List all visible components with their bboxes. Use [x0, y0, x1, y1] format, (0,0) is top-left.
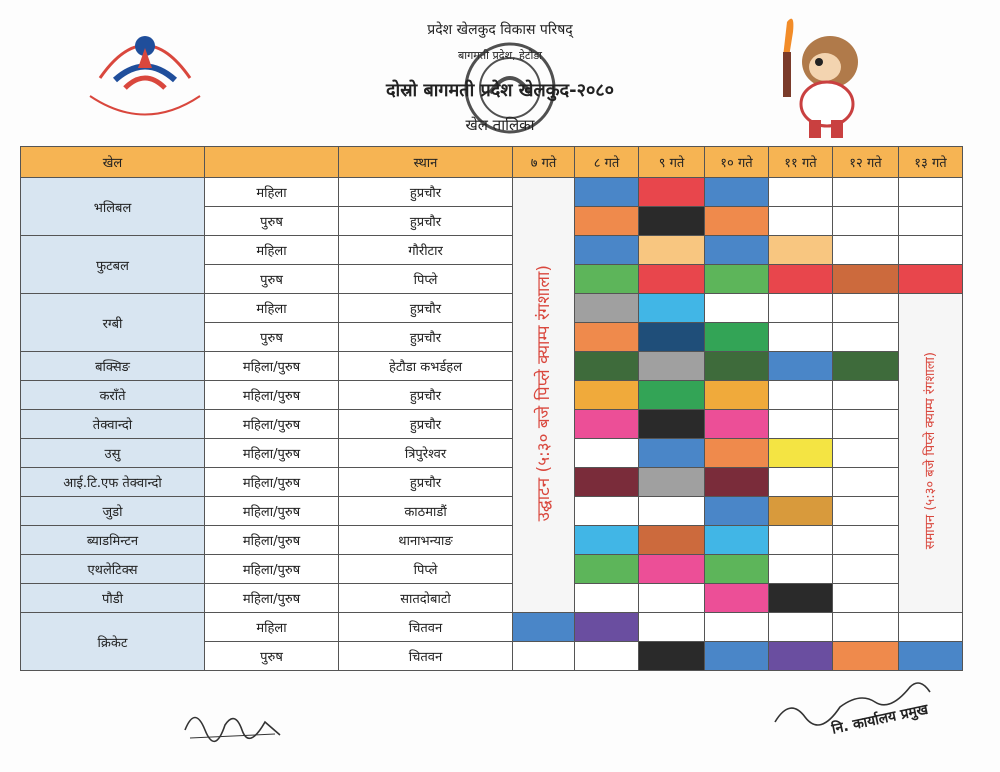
category-cell: पुरुष: [205, 265, 339, 294]
sport-name: रग्बी: [21, 294, 205, 352]
category-cell: महिला: [205, 294, 339, 323]
mascot-icon: [765, 12, 875, 142]
opening-ribbon-cell: [513, 178, 575, 613]
sport-name: भलिबल: [21, 178, 205, 236]
closing-ribbon-cell: [899, 294, 963, 613]
schedule-slot: [833, 468, 899, 497]
schedule-slot: [899, 642, 963, 671]
table-row: [21, 555, 963, 584]
sport-name: पौडी: [21, 584, 205, 613]
sport-name: एथलेटिक्स: [21, 555, 205, 584]
category-cell: महिला/पुरुष: [205, 468, 339, 497]
table-row: [21, 236, 963, 265]
schedule-slot: [769, 207, 833, 236]
category-cell: महिला/पुरुष: [205, 584, 339, 613]
venue-cell: पिप्ले: [339, 555, 513, 584]
schedule-slot: [769, 236, 833, 265]
category-cell: महिला/पुरुष: [205, 410, 339, 439]
sport-name: कराँते: [21, 381, 205, 410]
schedule-slot: [769, 178, 833, 207]
schedule-slot: [769, 352, 833, 381]
schedule-slot: [705, 294, 769, 323]
signature-left: [180, 700, 290, 745]
schedule-slot: [769, 497, 833, 526]
schedule-slot: [899, 236, 963, 265]
sport-name: उसु: [21, 439, 205, 468]
schedule-slot: [639, 584, 705, 613]
schedule-slot: [575, 439, 639, 468]
category-cell: महिला: [205, 613, 339, 642]
schedule-slot: [575, 613, 639, 642]
schedule-slot: [639, 497, 705, 526]
schedule-slot: [705, 410, 769, 439]
venue-cell: हुप्रचौर: [339, 207, 513, 236]
category-cell: महिला/पुरुष: [205, 439, 339, 468]
schedule-slot: [833, 497, 899, 526]
schedule-slot: [833, 207, 899, 236]
venue-cell: हेटौडा कभर्डहल: [339, 352, 513, 381]
table-row: [21, 439, 963, 468]
schedule-slot: [575, 584, 639, 613]
schedule-slot: [833, 439, 899, 468]
table-row: [21, 381, 963, 410]
venue-cell: हुप्रचौर: [339, 381, 513, 410]
schedule-slot: [833, 555, 899, 584]
schedule-slot: [639, 236, 705, 265]
sport-name: बक्सिङ: [21, 352, 205, 381]
venue-cell: गौरीटार: [339, 236, 513, 265]
venue-cell: त्रिपुरेश्वर: [339, 439, 513, 468]
category-cell: महिला/पुरुष: [205, 497, 339, 526]
schedule-slot: [705, 613, 769, 642]
schedule-slot: [575, 265, 639, 294]
header-line-3: दोस्रो बागमती प्रदेश खेलकुद-२०८०: [385, 80, 615, 101]
schedule-slot: [769, 468, 833, 497]
venue-cell: थानाभन्याङ: [339, 526, 513, 555]
schedule-slot: [575, 555, 639, 584]
schedule-slot: [833, 526, 899, 555]
schedule-slot: [639, 323, 705, 352]
table-row: [21, 178, 963, 207]
schedule-slot: [769, 294, 833, 323]
venue-cell: काठमाडौं: [339, 497, 513, 526]
venue-cell: पिप्ले: [339, 265, 513, 294]
header-line-2: बागमती प्रदेश, हेटौडा: [457, 49, 543, 62]
category-cell: पुरुष: [205, 323, 339, 352]
table-row: [21, 497, 963, 526]
venue-cell: सातदोबाटो: [339, 584, 513, 613]
schedule-slot: [769, 526, 833, 555]
table-row: [21, 410, 963, 439]
schedule-table: [20, 146, 963, 671]
schedule-slot: [899, 178, 963, 207]
schedule-slot: [575, 236, 639, 265]
schedule-slot: [705, 323, 769, 352]
schedule-slot: [769, 439, 833, 468]
col-header-sport: खेल: [21, 147, 205, 178]
schedule-slot: [639, 265, 705, 294]
category-cell: महिला/पुरुष: [205, 526, 339, 555]
table-row: [21, 468, 963, 497]
table-row: [21, 584, 963, 613]
sport-name: आई.टि.एफ तेक्वान्दो: [21, 468, 205, 497]
table-row: [21, 294, 963, 323]
venue-cell: चितवन: [339, 613, 513, 642]
schedule-slot: [705, 236, 769, 265]
schedule-slot: [639, 555, 705, 584]
schedule-slot: [705, 526, 769, 555]
col-header-day: १२ गते: [833, 147, 899, 178]
schedule-slot: [705, 439, 769, 468]
schedule-slot: [639, 468, 705, 497]
category-cell: पुरुष: [205, 642, 339, 671]
schedule-slot: [639, 294, 705, 323]
schedule-slot: [769, 642, 833, 671]
schedule-slot: [833, 352, 899, 381]
venue-cell: हुप्रचौर: [339, 468, 513, 497]
schedule-slot: [575, 497, 639, 526]
sport-name: फुटबल: [21, 236, 205, 294]
schedule-slot: [769, 555, 833, 584]
schedule-slot: [575, 381, 639, 410]
document-header: [0, 0, 1000, 145]
table-row: [21, 613, 963, 642]
schedule-slot: [705, 497, 769, 526]
schedule-slot: [575, 294, 639, 323]
schedule-slot: [639, 178, 705, 207]
schedule-slot: [833, 642, 899, 671]
schedule-slot: [705, 352, 769, 381]
schedule-slot: [705, 381, 769, 410]
category-cell: पुरुष: [205, 207, 339, 236]
schedule-slot: [833, 294, 899, 323]
schedule-slot: [575, 468, 639, 497]
schedule-slot: [575, 526, 639, 555]
schedule-slot: [705, 468, 769, 497]
schedule-slot: [513, 642, 575, 671]
col-header-day: ७ गते: [513, 147, 575, 178]
schedule-slot: [575, 207, 639, 236]
schedule-slot: [639, 207, 705, 236]
schedule-slot: [833, 410, 899, 439]
sport-name: तेक्वान्दो: [21, 410, 205, 439]
schedule-slot: [575, 352, 639, 381]
col-header-venue: स्थान: [339, 147, 513, 178]
schedule-slot: [769, 265, 833, 294]
schedule-slot: [899, 613, 963, 642]
col-header-day: ९ गते: [639, 147, 705, 178]
schedule-slot: [639, 381, 705, 410]
schedule-slot: [899, 265, 963, 294]
header-line-4: खेल तालिका: [465, 116, 535, 134]
schedule-slot: [639, 352, 705, 381]
schedule-slot: [513, 613, 575, 642]
schedule-slot: [769, 613, 833, 642]
schedule-slot: [833, 613, 899, 642]
closing-ribbon: समापन (५:३० बजे पिप्ले क्याम्प रंगशाला): [922, 352, 938, 550]
category-cell: महिला: [205, 178, 339, 207]
category-cell: महिला: [205, 236, 339, 265]
schedule-slot: [639, 526, 705, 555]
schedule-slot: [833, 178, 899, 207]
category-cell: महिला/पुरुष: [205, 352, 339, 381]
schedule-slot: [705, 584, 769, 613]
col-header-day: १३ गते: [899, 147, 963, 178]
schedule-slot: [705, 178, 769, 207]
venue-cell: चितवन: [339, 642, 513, 671]
schedule-slot: [639, 439, 705, 468]
col-header-day: ११ गते: [769, 147, 833, 178]
schedule-slot: [705, 642, 769, 671]
venue-cell: हुप्रचौर: [339, 410, 513, 439]
schedule-slot: [575, 323, 639, 352]
col-header-day: १० गते: [705, 147, 769, 178]
schedule-slot: [575, 642, 639, 671]
schedule-slot: [575, 178, 639, 207]
signature-title: नि. कार्यालय प्रमुख: [830, 701, 930, 738]
table-header-row: [21, 147, 963, 178]
schedule-slot: [769, 410, 833, 439]
schedule-slot: [833, 236, 899, 265]
category-cell: महिला/पुरुष: [205, 555, 339, 584]
schedule-slot: [639, 613, 705, 642]
schedule-slot: [575, 410, 639, 439]
opening-ribbon: उद्घाटन (५:३० बजे पिप्ले क्याम्प रंगशाला): [534, 264, 554, 522]
schedule-slot: [705, 207, 769, 236]
schedule-slot: [705, 265, 769, 294]
schedule-slot: [705, 555, 769, 584]
sport-name: क्रिकेट: [21, 613, 205, 671]
sport-name: जुडो: [21, 497, 205, 526]
schedule-slot: [769, 323, 833, 352]
schedule-slot: [833, 265, 899, 294]
schedule-slot: [833, 584, 899, 613]
schedule-slot: [899, 207, 963, 236]
venue-cell: हुप्रचौर: [339, 294, 513, 323]
venue-cell: हुप्रचौर: [339, 178, 513, 207]
category-cell: महिला/पुरुष: [205, 381, 339, 410]
sport-name: ब्याडमिन्टन: [21, 526, 205, 555]
schedule-slot: [639, 642, 705, 671]
schedule-slot: [833, 323, 899, 352]
schedule-slot: [769, 584, 833, 613]
table-row: [21, 352, 963, 381]
schedule-slot: [639, 410, 705, 439]
header-line-1: प्रदेश खेलकुद विकास परिषद्: [427, 22, 573, 38]
col-header-day: ८ गते: [575, 147, 639, 178]
schedule-slot: [769, 381, 833, 410]
schedule-slot: [833, 381, 899, 410]
venue-cell: हुप्रचौर: [339, 323, 513, 352]
col-header-category: [205, 147, 339, 178]
table-row: [21, 526, 963, 555]
